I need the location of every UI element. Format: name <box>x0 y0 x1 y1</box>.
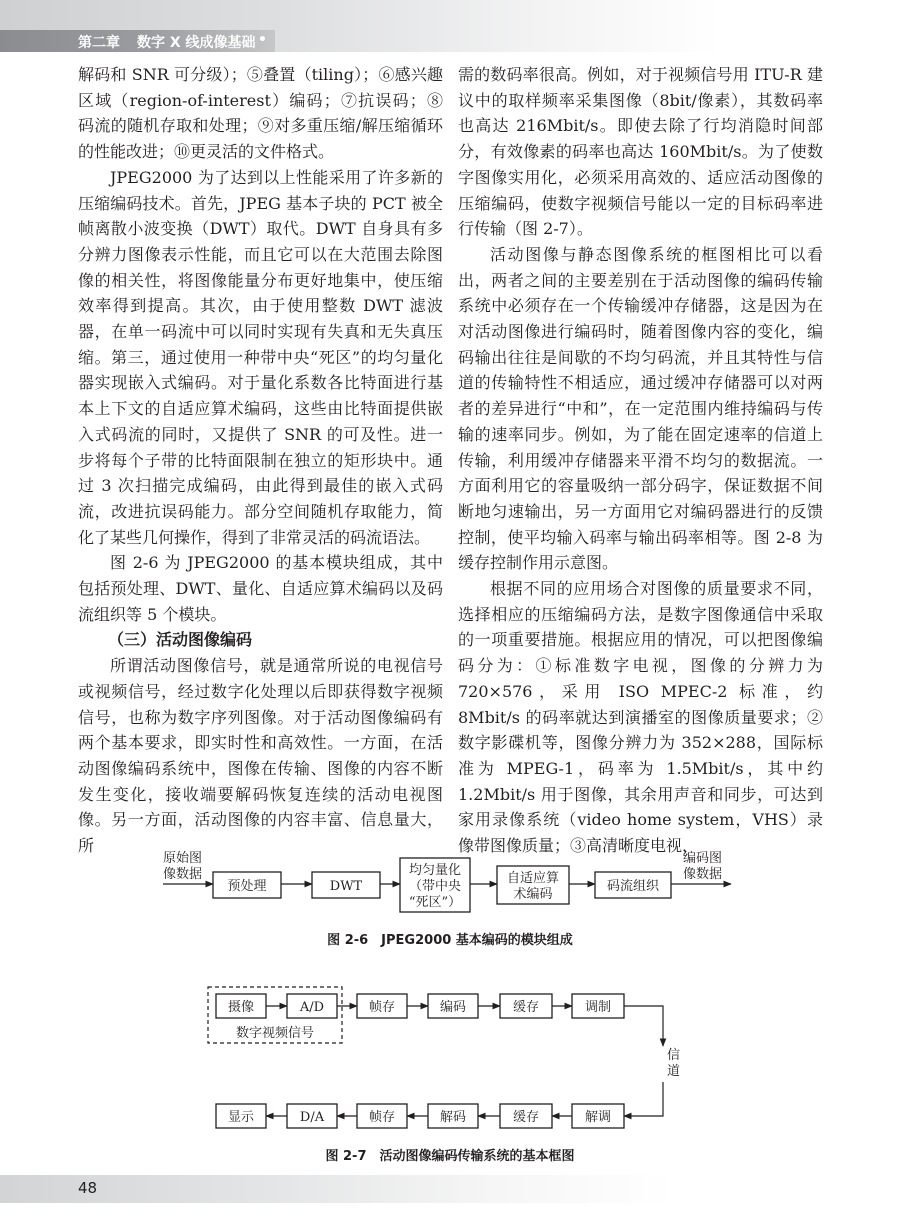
page-footer <box>0 1175 900 1222</box>
figure-caption: 图 2-6 JPEG2000 基本编码的模块组成 <box>327 933 573 948</box>
paragraph: 解码和 SNR 可分级）；⑤叠置（tiling）；⑥感兴趣区域（region-of-interest）编码；⑦抗误码；⑧码流的随机存取和处理；⑨对多重压缩/解压缩循环的性能改进；⑩更灵活的文件格式。 <box>78 65 443 162</box>
block-label: DWT <box>329 879 363 894</box>
output-label: 编码图 <box>683 851 723 866</box>
figure-caption: 图 2-7 活动图像编码传输系统的基本框图 <box>325 1149 575 1164</box>
block-label: A/D <box>299 1000 325 1015</box>
block-label: 编码 <box>439 1000 467 1015</box>
block-label: 解调 <box>584 1110 612 1125</box>
block-label: 显示 <box>227 1110 255 1125</box>
page-number: 48 <box>78 1179 98 1197</box>
block-label: 解码 <box>439 1110 467 1125</box>
channel-path <box>624 1082 663 1116</box>
paragraph: 所谓活动图像信号，就是通常所说的电视信号或视频信号，经过数字化处理以后即获得数字视频信号，也称为数字序列图像。对于活动图像编码有两个基本要求，即实时性和高效性。一方面，在活动图像编码系统中，图像在传输、图像的内容不断发生变化，接收端要解码恢复连续的活动电视图像。另一方面，活动图像的内容丰富、信息量大，所 <box>78 656 443 856</box>
chapter-label: 第二章 <box>78 35 120 51</box>
block-label: 术编码 <box>513 887 553 902</box>
block-label: 码流组织 <box>606 879 660 894</box>
section-heading: （三）活动图像编码 <box>108 630 253 650</box>
paragraph: JPEG2000 为了达到以上性能采用了许多新的压缩编码技术。首先，JPEG 基本子块的 PCT 被全帧离散小波变换（DWT）取代。DWT 自身具有多分辨力图像表示性能，而且它可以在大范围去除图像的相关性，将图像能量分布更好地集中，使压缩效率得到提高。其次，由于使用整数 DWT 滤波器，在单一码流中可以同时实现有失真和无失真压缩。第三，通过使用一种带中央“死区”的均匀量化器实现嵌入式编码。对于量化系数各比特面进行基本上下文的自适应算术编码，这些由比特面提供嵌入式码流的同时，又提供了 SNR 的可及性。进一步将每个子带的比特面限制在独立的矩形块中。通过 3 次扫描完成编码，由此得到最佳的嵌入式码流，改进抗误码能力。部分空间随机存取能力，简化了某些几何操作，得到了非常灵活的码流语法。 <box>78 167 443 547</box>
channel-label: 道 <box>667 1064 681 1079</box>
input-label: 像数据 <box>163 867 203 882</box>
header-dot-icon: • <box>258 32 267 48</box>
chapter-title: 数字 X 线成像基础 <box>137 35 256 51</box>
figure-2-7 <box>208 987 680 1164</box>
block-label: D/A <box>299 1110 325 1125</box>
footer-band <box>0 1175 900 1203</box>
block-label: 自适应算 <box>506 871 560 886</box>
group-label: 数字视频信号 <box>235 1026 315 1041</box>
paragraph: 根据不同的应用场合对图像的质量要求不同，选择相应的压缩编码方法，是数字图像通信中采取的一项重要措施。根据应用的情况，可以把图像编码分为：①标准数字电视，图像的分辨力为 720×576，采用 ISO MPEC-2 标准，约 8Mbit/s 的码率就达到演播室的图像质量要求；②数字影碟机等，图像分辨力为 352×288，国际标准为 MPEG-1，码率为 1.5Mbit/s，其中约 1.2Mbit/s 用于图像，其余用声音和同步，可达到家用录像系统（video home system，VHS）录像带图像质量；③高清晰度电视， <box>458 579 823 856</box>
block-label: 调制 <box>584 1000 612 1015</box>
block-label: （带中央 <box>408 879 462 894</box>
block-label: 摄像 <box>227 1000 255 1015</box>
paragraph: 需的数码率很高。例如，对于视频信号用 ITU-R 建议中的取样频率采集图像（8bit/像素），其数码率也高达 216Mbit/s。即使去除了行均消隐时间部分，有效像素的码率也高达 160Mbit/s。为了使数字图像实用化，必须采用高效的、适应活动图像的压缩编码，使数字视频信号能以一定的目标码率进行传输（图 2-7）。 <box>458 65 823 239</box>
block-label: 帧存 <box>368 1110 396 1125</box>
block-label: 均匀量化 <box>408 863 462 878</box>
input-label: 原始图 <box>163 851 203 866</box>
paragraph: 活动图像与静态图像系统的框图相比可以看出，两者之间的主要差别在于活动图像的编码传输系统中必须存在一个传输缓冲存储器，这是因为在对活动图像进行编码时，随着图像内容的变化，编码输出往往是间歇的不均匀码流，并且其特性与信道的传输特性不相适应，通过缓冲存储器可以对两者的差异进行“中和”，在一定范围内维持编码与传输的速率同步。例如，为了能在固定速率的信道上传输，利用缓冲存储器来平滑不均匀的数据流。一方面利用它的容量吸纳一部分码字，保证数据不间断地匀速输出，另一方面用它对编码器进行的反馈控制，使平均输入码率与输出码率相等。图 2-8 为缓存控制作用示意图。 <box>458 244 823 573</box>
figure-2-6 <box>163 851 731 948</box>
output-label: 像数据 <box>683 867 723 882</box>
block-label: “死区”） <box>408 895 462 910</box>
block-label: 缓存 <box>512 1000 540 1015</box>
block-label: 预处理 <box>227 879 267 894</box>
block-label: 缓存 <box>512 1110 540 1125</box>
paragraph: 图 2-6 为 JPEG2000 的基本模块组成，其中包括预处理、DWT、量化、自适应算术编码以及码流组织等 5 个模块。 <box>78 553 443 624</box>
channel-path <box>624 1006 663 1046</box>
block-label: 帧存 <box>368 1000 396 1015</box>
channel-label: 信 <box>667 1048 681 1063</box>
